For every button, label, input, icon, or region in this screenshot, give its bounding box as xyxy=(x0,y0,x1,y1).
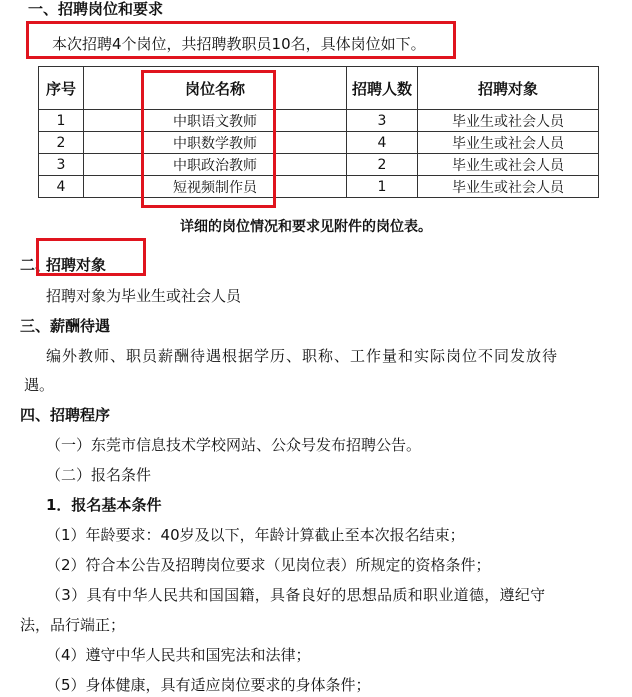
table-row xyxy=(39,132,599,154)
section1-intro: 本次招聘4个岗位，共招聘教职员10名，具体岗位如下。 xyxy=(52,35,426,53)
cell-count: 3 xyxy=(347,110,418,132)
cell-position: 中职政治教师 xyxy=(84,154,347,176)
cell-position: 短视频制作员 xyxy=(84,176,347,198)
condition-3-line2: 法，品行端正； xyxy=(20,616,126,634)
header-position: 岗位名称 xyxy=(84,67,347,110)
jobs-table xyxy=(38,66,599,198)
table-note: 详细的岗位情况和要求见附件的岗位表。 xyxy=(180,219,432,235)
section3-body-line1: 编外教师、职员薪酬待遇根据学历、职称、工作量和实际岗位不同发放待 xyxy=(46,347,559,365)
highlight-box-intro xyxy=(26,21,456,59)
cell-target: 毕业生或社会人员 xyxy=(418,176,599,198)
section2-body: 招聘对象为毕业生或社会人员 xyxy=(46,287,242,305)
condition-3-line1: （3）具有中华人民共和国国籍，具备良好的思想品质和职业道德，遵纪守 xyxy=(46,586,546,604)
cell-target: 毕业生或社会人员 xyxy=(418,110,599,132)
cell-target: 毕业生或社会人员 xyxy=(418,132,599,154)
cell-position: 中职数学教师 xyxy=(84,132,347,154)
section4-subheading: 1．报名基本条件 xyxy=(46,496,162,514)
condition-1: （1）年龄要求：40岁及以下，年龄计算截止至本次报名结束； xyxy=(46,526,465,544)
section2-heading: 招聘对象 xyxy=(46,256,107,274)
cell-index: 2 xyxy=(39,132,84,154)
section4-step2: （二）报名条件 xyxy=(46,466,152,484)
cell-index: 3 xyxy=(39,154,84,176)
cell-count: 2 xyxy=(347,154,418,176)
cell-index: 4 xyxy=(39,176,84,198)
header-target: 招聘对象 xyxy=(418,67,599,110)
section1-heading: 一、招聘岗位和要求 xyxy=(28,0,164,18)
cell-target: 毕业生或社会人员 xyxy=(418,154,599,176)
header-count: 招聘人数 xyxy=(347,67,418,110)
header-index: 序号 xyxy=(39,67,84,110)
section2-prefix: 二、 xyxy=(20,256,51,274)
condition-4: （4）遵守中华人民共和国宪法和法律； xyxy=(46,646,311,664)
condition-2: （2）符合本公告及招聘岗位要求（见岗位表）所规定的资格条件； xyxy=(46,556,491,574)
section4-heading: 四、招聘程序 xyxy=(20,406,111,424)
table-row xyxy=(39,154,599,176)
highlight-box-section2 xyxy=(36,238,146,276)
highlight-box-position-column xyxy=(141,70,276,208)
table-row xyxy=(39,176,599,198)
condition-5: （5）身体健康，具有适应岗位要求的身体条件； xyxy=(46,676,371,694)
cell-count: 4 xyxy=(347,132,418,154)
section3-body-line2: 遇。 xyxy=(24,376,55,394)
table-row xyxy=(39,110,599,132)
table-header-row xyxy=(39,67,599,110)
cell-count: 1 xyxy=(347,176,418,198)
section4-step1: （一）东莞市信息技术学校网站、公众号发布招聘公告。 xyxy=(46,436,422,454)
section3-heading: 三、薪酬待遇 xyxy=(20,317,111,335)
cell-position: 中职语文教师 xyxy=(84,110,347,132)
cell-index: 1 xyxy=(39,110,84,132)
